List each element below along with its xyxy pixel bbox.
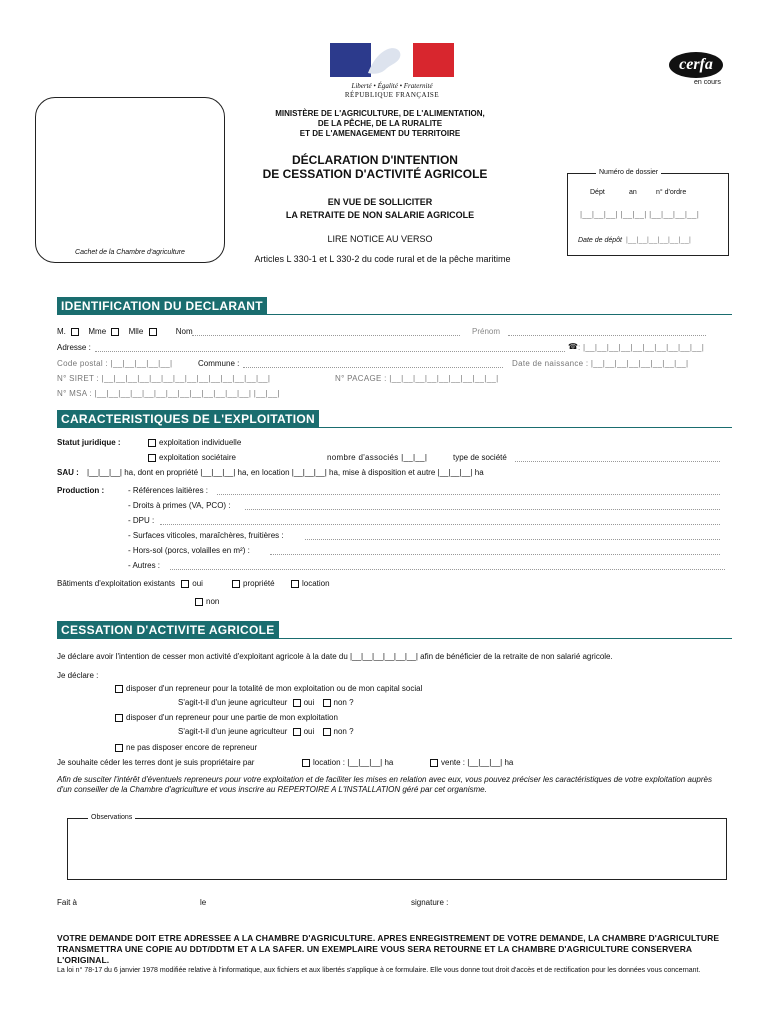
- adresse-label: Adresse :: [57, 343, 91, 352]
- declare-intention: Je déclare avoir l'intention de cesser mon activité d'exploitant agricole à la date du |__|__|__|__|__|__| afin de bénéficier de la retraite de non salarié agricole.: [57, 652, 613, 661]
- marianne-logo: [330, 43, 454, 99]
- prod-field[interactable]: [160, 524, 720, 525]
- jeune-label: S'agit-t-il d'un jeune agriculteur: [178, 698, 288, 707]
- code-postal-field[interactable]: Code postal : |__|__|__|__|__|: [57, 359, 173, 368]
- civility-mlle: Mlle: [128, 327, 144, 336]
- section-divider: [57, 427, 732, 428]
- prod-item: - DPU :: [128, 516, 155, 525]
- checkbox-jeune2-oui[interactable]: [293, 728, 301, 736]
- footer-notice: VOTRE DEMANDE DOIT ETRE ADRESSEE A LA CHAMBRE D'AGRICULTURE. APRES ENREGISTREMENT DE VOTRE DEMANDE, LA CHAMBRE D'AGRICULTURE TRANSMETTRA UNE COPIE AU DDT/DDTM ET A LA SAFER. UN EXEMPLAIRE VOUS SERA RETOURNE ET LA CHAMBRE D'AGRICULTURE CONSERVERA L'ORIGINAL.: [57, 933, 720, 965]
- prod-item: - Autres :: [128, 561, 161, 570]
- depot-date-field[interactable]: |__|__|__|__|__|__|: [626, 237, 692, 244]
- section-identification: IDENTIFICATION DU DECLARANT: [57, 297, 267, 315]
- subtitle-line2: LA RETRAITE DE NON SALARIE AGRICOLE: [285, 210, 475, 220]
- checkbox-individuelle[interactable]: [148, 439, 156, 447]
- statut-societaire[interactable]: [148, 453, 236, 462]
- commune-label: Commune :: [198, 359, 240, 368]
- batiments-row: [57, 579, 203, 588]
- marianne-flag-icon: [330, 43, 454, 77]
- jeune1-oui-label: oui: [303, 698, 315, 707]
- prenom-field[interactable]: [508, 335, 706, 336]
- type-societe-label: type de société: [453, 453, 507, 462]
- prod-field[interactable]: [245, 509, 720, 510]
- batiments-propriete[interactable]: [232, 579, 275, 588]
- nom-field[interactable]: [192, 335, 460, 336]
- statut-societaire-label: exploitation sociétaire: [159, 453, 236, 462]
- civility-m: M.: [57, 327, 66, 336]
- naissance-field[interactable]: Date de naissance : |__|__|__|__|__|__|__|__|: [512, 359, 689, 368]
- checkbox-jeune1-oui[interactable]: [293, 699, 301, 707]
- batiments-location[interactable]: [291, 579, 330, 588]
- checkbox-ceder-location[interactable]: [302, 759, 310, 767]
- checkbox-batiments-non[interactable]: [195, 598, 203, 606]
- footer-loi: La loi n° 78-17 du 6 janvier 1978 modifiée relative à l'informatique, aux fichiers et aux libertés s'applique à ce formulaire. Elle vous donne tout droit d'accès et de rectification pour les données vous concernant.: [57, 967, 701, 974]
- notice-link: LIRE NOTICE AU VERSO: [327, 234, 433, 244]
- dossier-dept: Dépt: [590, 189, 605, 196]
- ministry-line1: MINISTÈRE DE L'AGRICULTURE, DE L'ALIMENTATION,: [275, 109, 485, 118]
- prod-item: - Surfaces viticoles, maraîchères, fruitières :: [128, 531, 284, 540]
- dossier-label: Numéro de dossier: [596, 169, 661, 176]
- prod-item: - Références laitières :: [128, 486, 209, 495]
- statut-individuelle-label: exploitation individuelle: [159, 438, 242, 447]
- batiments-non[interactable]: [195, 597, 219, 606]
- msa-field[interactable]: N° MSA : |__|__|__|__|__|__|__|__|__|__|__|__|__| |__|__|: [57, 389, 280, 398]
- stamp-label: Cachet de la Chambre d'agriculture: [75, 249, 185, 256]
- siret-field[interactable]: N° SIRET : |__|__|__|__|__|__|__|__|__|__|__|__|__|__|: [57, 374, 271, 383]
- checkbox-ceder-vente[interactable]: [430, 759, 438, 767]
- pas-repreneur[interactable]: [115, 743, 257, 752]
- checkbox-m[interactable]: [71, 328, 79, 336]
- prod-item: - Droits à primes (VA, PCO) :: [128, 501, 231, 510]
- section-divider: [57, 314, 732, 315]
- checkbox-mlle[interactable]: [149, 328, 157, 336]
- observations-box[interactable]: [67, 814, 727, 880]
- civility-mme: Mme: [88, 327, 107, 336]
- checkbox-jeune1-non[interactable]: [323, 699, 331, 707]
- location-label: location: [302, 579, 330, 588]
- repreneur-totalite-label: disposer d'un repreneur pour la totalité de mon exploitation ou de mon capital social: [126, 684, 423, 693]
- checkbox-propriete[interactable]: [232, 580, 240, 588]
- republique-label: RÉPUBLIQUE FRANÇAISE: [344, 91, 440, 99]
- fait-a-label: Fait à: [57, 898, 78, 907]
- le-label: le: [200, 898, 207, 907]
- phone-field[interactable]: : |__|__|__|__|__|__|__|__|__|__|: [578, 343, 705, 352]
- signature-label: signature :: [411, 898, 449, 907]
- jeune1-non-label: non ?: [333, 698, 354, 707]
- subtitle-line1: EN VUE DE SOLLICITER: [327, 197, 433, 207]
- prod-item: - Hors-sol (porcs, volailles en m²) :: [128, 546, 250, 555]
- subtitle: [230, 196, 530, 222]
- adresse-field[interactable]: [95, 351, 565, 352]
- pas-repreneur-label: ne pas disposer encore de repreneur: [126, 743, 258, 752]
- title-line2: DE CESSATION D'ACTIVITÉ AGRICOLE: [262, 167, 488, 181]
- title-line1: DÉCLARATION D'INTENTION: [292, 153, 458, 167]
- repreneur-totalite[interactable]: [115, 684, 422, 693]
- checkbox-location[interactable]: [291, 580, 299, 588]
- prod-field[interactable]: [270, 554, 720, 555]
- commune-field[interactable]: [243, 367, 503, 368]
- ceder-vente-label: vente : |__|__|__| ha: [441, 758, 514, 767]
- checkbox-repreneur-totalite[interactable]: [115, 685, 123, 693]
- prod-field[interactable]: [217, 494, 720, 495]
- phone-icon: ☎: [568, 342, 578, 351]
- repreneur-partie-label: disposer d'un repreneur pour une partie de mon exploitation: [126, 713, 338, 722]
- repertoire-note: Afin de susciter l'intérêt d'éventuels repreneurs pour votre exploitation et de faciliter les mises en relation avec eux, vous pouvez préciser les caractéristiques de votre exploitation auprès d'un conseiller de la Chambre d'agriculture et vous inscrire au REPERTOIRE A L'INSTALLATION géré par cet organisme.: [57, 775, 712, 794]
- jeune-question-1: [178, 698, 354, 707]
- ceder-label: Je souhaite céder les terres dont je suis propriétaire par: [57, 758, 255, 767]
- cerfa-logo: cerfa: [669, 52, 723, 78]
- production-label: Production :: [57, 486, 105, 495]
- batiments-oui-label: oui: [192, 579, 203, 588]
- checkbox-societaire[interactable]: [148, 454, 156, 462]
- sau-field[interactable]: |__|__|__| ha, dont en propriété |__|__|__| ha, en location |__|__|__| ha, mise à disposition et autre |__|__|__| ha: [87, 468, 484, 477]
- statut-individuelle[interactable]: [148, 438, 241, 447]
- civility-row: [57, 327, 193, 336]
- ministry-line2: DE LA PÊCHE, DE LA RURALITE: [317, 119, 443, 128]
- cerfa-status: en cours: [694, 79, 721, 86]
- checkbox-jeune2-non[interactable]: [323, 728, 331, 736]
- jeune2-non-label: non ?: [333, 727, 354, 736]
- dossier-box: [567, 169, 729, 256]
- propriete-label: propriété: [243, 579, 275, 588]
- stamp-box: [35, 97, 225, 263]
- checkbox-pas-repreneur[interactable]: [115, 744, 123, 752]
- prenom-label: Prénom: [472, 327, 501, 336]
- statut-label: Statut juridique :: [57, 438, 121, 447]
- checkbox-repreneur-partie[interactable]: [115, 714, 123, 722]
- batiments-non-label: non: [206, 597, 220, 606]
- batiments-label: Bâtiments d'exploitation existants: [57, 579, 176, 588]
- observations-label: Observations: [88, 814, 135, 821]
- section-caracteristiques: CARACTERISTIQUES DE L'EXPLOITATION: [57, 410, 319, 428]
- ceder-location[interactable]: [302, 758, 393, 767]
- type-societe-field[interactable]: [515, 461, 720, 462]
- articles-text: Articles L 330-1 et L 330-2 du code rural et de la pêche maritime: [254, 254, 511, 264]
- jeune-question-2: [178, 727, 354, 736]
- sau-label: SAU :: [57, 468, 79, 477]
- ministry-line3: ET DE L'AMENAGEMENT DU TERRITOIRE: [299, 129, 461, 138]
- ceder-vente[interactable]: [430, 758, 513, 767]
- ministry: [240, 109, 520, 139]
- dossier-ordre: n° d'ordre: [656, 189, 687, 196]
- jeune-label: S'agit-t-il d'un jeune agriculteur: [178, 727, 288, 736]
- jeune2-oui-label: oui: [303, 727, 315, 736]
- associes-field[interactable]: nombre d'associés |__|__|: [327, 453, 428, 462]
- nom-label: Nom: [175, 327, 193, 336]
- dossier-number-field[interactable]: |__|__|__| |__|__| |__|__|__|__|: [580, 210, 700, 219]
- pacage-field[interactable]: N° PACAGE : |__|__|__|__|__|__|__|__|__|: [335, 374, 499, 383]
- ceder-location-label: location : |__|__|__| ha: [313, 758, 394, 767]
- section-cessation: CESSATION D'ACTIVITE AGRICOLE: [57, 621, 279, 639]
- checkbox-batiments-oui[interactable]: [181, 580, 189, 588]
- prod-field[interactable]: [305, 539, 720, 540]
- checkbox-mme[interactable]: [111, 328, 119, 336]
- je-declare: Je déclare :: [57, 671, 99, 680]
- prod-field[interactable]: [170, 569, 725, 570]
- page-title: [220, 153, 530, 181]
- depot-label: Date de dépôt: [578, 237, 622, 244]
- repreneur-partie[interactable]: [115, 713, 338, 722]
- section-divider: [57, 638, 732, 639]
- motto: Liberté • Égalité • Fraternité: [351, 82, 433, 90]
- dossier-an: an: [629, 189, 637, 196]
